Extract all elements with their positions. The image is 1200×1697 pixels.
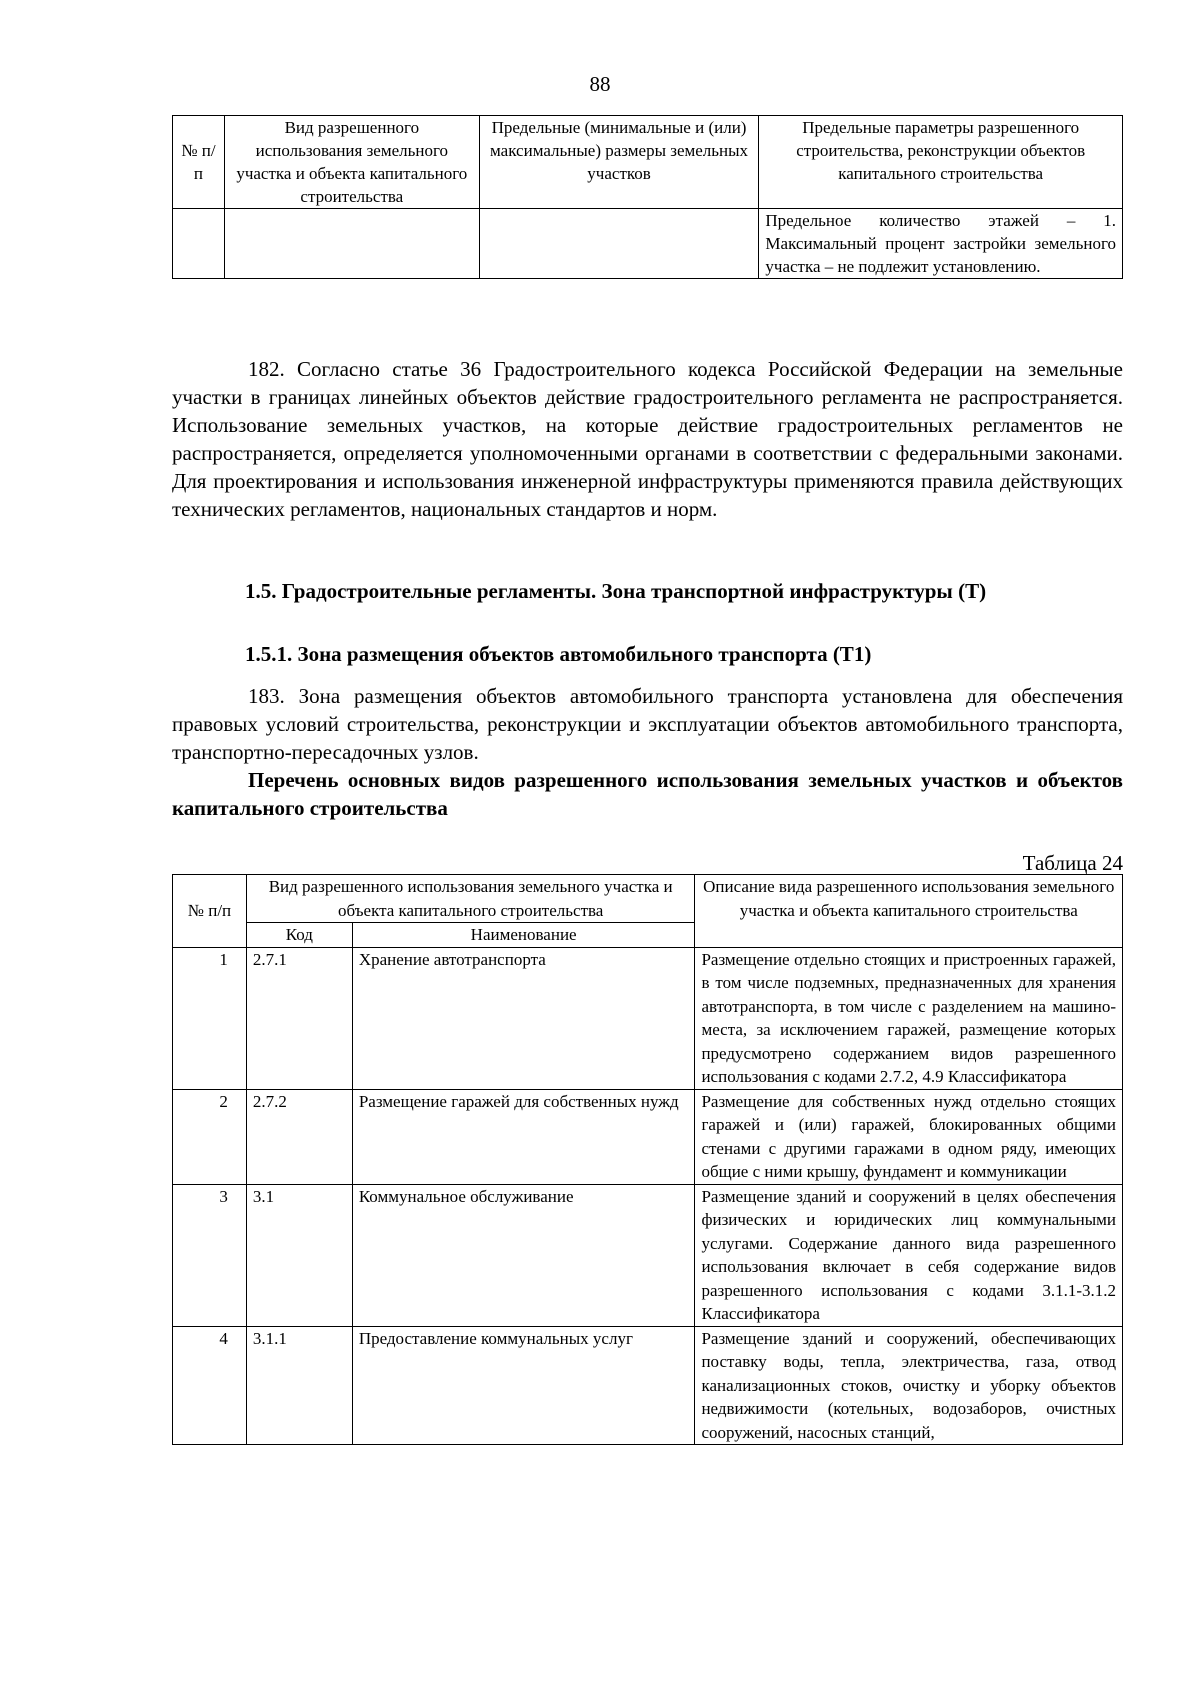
cell-name: Размещение гаражей для собственных нужд [352, 1089, 695, 1184]
table-header-row [173, 875, 1123, 923]
table-row [173, 209, 1123, 279]
list-title: Перечень основных видов разрешенного использования земельных участков и объектов капитального строительства [172, 768, 1123, 820]
cell-params: Предельное количество этажей – 1. Максимальный процент застройки земельного участка – не подлежит установлению. [759, 209, 1123, 279]
header-code: Код [246, 923, 352, 948]
section-heading-1-5: 1.5. Градостроительные регламенты. Зона транспортной инфраструктуры (Т) [245, 579, 987, 603]
cell-name: Коммунальное обслуживание [352, 1184, 695, 1326]
cell-code: 3.1 [246, 1184, 352, 1326]
section-heading-1-5-1: 1.5.1. Зона размещения объектов автомобильного транспорта (Т1) [245, 642, 872, 666]
table-row [173, 1326, 1123, 1445]
cell-num: 4 [173, 1326, 247, 1445]
cell-code: 2.7.2 [246, 1089, 352, 1184]
header-num: № п/п [173, 875, 247, 948]
cell-desc: Размещение для собственных нужд отдельно стоящих гаражей и (или) гаражей, блокированных общими стенами с другими гаражами в одном ряду, имеющих общие с ними крышу, фундамент и коммуникации [695, 1089, 1123, 1184]
paragraph-182: 182. Согласно статье 36 Градостроительного кодекса Российской Федерации на земельные участки в границах линейных объектов действие градостроительного регламента не распространяется. Использование земельных участков, на которые действие градостроительных регламентов не распространяется, определяется уполномоченными органами в соответствии с федеральными законами. Для проектирования и использования инженерной инфраструктуры применяются правила действующих технических регламентов, национальных стандартов и норм. [172, 357, 1123, 521]
cell-desc: Размещение зданий и сооружений, обеспечивающих поставку воды, тепла, электричества, газа, отвод канализационных стоков, очистку и уборку объектов недвижимости (котельных, водозаборов, очистных сооружений, насосных станций, [695, 1326, 1123, 1445]
header-size: Предельные (минимальные и (или) максимальные) размеры земельных участков [479, 116, 759, 209]
cell-empty [224, 209, 479, 279]
header-desc: Описание вида разрешенного использования земельного участка и объекта капитального строительства [695, 875, 1123, 948]
header-name: Наименование [352, 923, 695, 948]
table-row [173, 1089, 1123, 1184]
cell-name: Предоставление коммунальных услуг [352, 1326, 695, 1445]
page-number: 88 [589, 72, 611, 96]
table-row [173, 947, 1123, 1089]
table-row [173, 1184, 1123, 1326]
paragraph-183: 183. Зона размещения объектов автомобильного транспорта установлена для обеспечения правовых условий строительства, реконструкции и эксплуатации объектов автомобильного транспорта, транспортно-пересадочных узлов. [172, 684, 1123, 764]
cell-desc: Размещение отдельно стоящих и пристроенных гаражей, в том числе подземных, предназначенных для хранения автотранспорта, в том числе с разделением на машино-места, за исключением гаражей, размещение которых предусмотрено содержанием видов разрешенного использования с кодами 2.7.2, 4.9 Классификатора [695, 947, 1123, 1089]
table-header-row [173, 116, 1123, 209]
header-use-group: Вид разрешенного использования земельного участка и объекта капитального строительства [246, 875, 695, 923]
permitted-uses-table [172, 874, 1123, 1445]
cell-empty [173, 209, 225, 279]
header-use: Вид разрешенного использования земельного участка и объекта капитального строительства [224, 116, 479, 209]
header-params: Предельные параметры разрешенного строительства, реконструкции объектов капитального строительства [759, 116, 1123, 209]
cell-code: 3.1.1 [246, 1326, 352, 1445]
cell-code: 2.7.1 [246, 947, 352, 1089]
cell-name: Хранение автотранспорта [352, 947, 695, 1089]
header-num: № п/п [173, 116, 225, 209]
cell-num: 3 [173, 1184, 247, 1326]
cell-num: 2 [173, 1089, 247, 1184]
cell-desc: Размещение зданий и сооружений в целях обеспечения физических и юридических лиц коммунальными услугами. Содержание данного вида разрешенного использования включает в себя содержание видов разрешенного использования с кодами 3.1.1-3.1.2 Классификатора [695, 1184, 1123, 1326]
table-caption: Таблица 24 [1022, 851, 1123, 875]
cell-empty [479, 209, 759, 279]
cell-num: 1 [173, 947, 247, 1089]
continued-params-table [172, 115, 1123, 279]
